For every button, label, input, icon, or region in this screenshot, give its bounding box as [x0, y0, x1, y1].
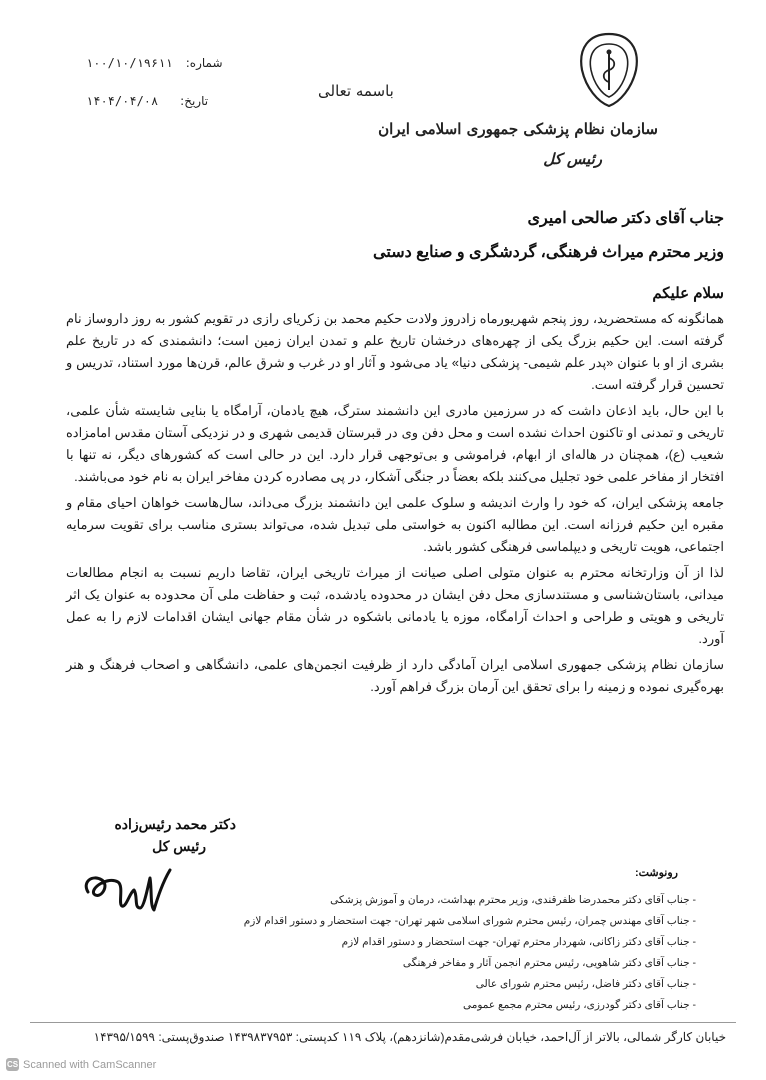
letter-date-label: تاریخ: — [180, 94, 209, 108]
cc-item: - جناب آقای دکتر فاضل، رئیس محترم شورای عالی — [475, 978, 696, 990]
letter-number-label: شماره: — [185, 56, 223, 70]
signatory-title: رئیس کل — [152, 838, 206, 854]
cc-item: - جناب آقای دکتر محمدرضا ظفرقندی، وزیر محترم بهداشت، درمان و آموزش پزشکی — [330, 894, 696, 906]
body-paragraph: لذا از آن وزارتخانه محترم به عنوان متولی اصلی صیانت از میراث تاریخی ایران، تقاضا داریم نسبت به انجام مطالعات میدانی، باستان‌شناسی و مستندسازی محل دفن ایشان در محدوده یادشده، ثبت و حفاظت ملی آن محدوده به عنوان یک اثر تاریخی و هویتی و طراحی و احداث آرامگاه، موزه یا یادمانی باشکوه در شأن مقام جهانی ایشان اقدامات لازم را به عمل آورد. — [66, 565, 724, 646]
footer-address: خیابان کارگر شمالی، بالاتر از آل‌احمد، خیابان فرشی‌مقدم(شانزدهم)، پلاک ۱۱۹ کدپستی: ۱۴۳۹۸۳۷۹۵۳ صندوق‌پستی: ۱۴۳۹۵/۱۵۹۹ — [93, 1030, 726, 1044]
body-paragraph: با این حال، باید اذعان داشت که در سرزمین مادری این دانشمند سترگ، هیچ یادمان، آرامگاه یا بنایی شایسته شأن علمی، تاریخی و تمدنی او تاکنون احداث نشده است و محل دفن وی در قبرستان قدیمی شهری و در نزدیکی آستان مقدس امامزاده شعیب (ع)، همچنان در هاله‌ای از ابهام، فراموشی و بی‌توجهی قرار دارد. این در حالی است که کشورهای دیگر، نه تنها با افتخار از مفاخر علمی خود تجلیل می‌کنند بلکه بعضاً در جنگی آشکار، در پی مصادره کردن مفاخر ایران به نام خود می‌باشند. — [66, 403, 724, 484]
watermark-text: Scanned with CamScanner — [23, 1058, 157, 1071]
letter-date-value: ۱۴۰۴/۰۴/۰۸ — [86, 94, 159, 108]
body-paragraph: سازمان نظام پزشکی جمهوری اسلامی ایران آمادگی دارد از ظرفیت انجمن‌های علمی، دانشگاهی و اصحاب فرهنگ و هنر بهره‌گیری نموده و زمینه را برای تحقق این آرمان بزرگ فراهم آورد. — [66, 657, 724, 694]
recipient-title: وزیر محترم میراث فرهنگی، گردشگری و صنایع دستی — [373, 244, 724, 261]
organization-name: سازمان نظام پزشکی جمهوری اسلامی ایران — [378, 120, 658, 138]
cc-title: رونوشت: — [634, 867, 678, 879]
cc-list — [244, 890, 696, 1016]
body-paragraph: جامعه پزشکی ایران، که خود را وارث اندیشه و سلوک علمی این دانشمند بزرگ می‌داند، سال‌هاست خواهان احیای مقام و مقبره این حکیم فرزانه است. این مطالبه اکنون به خواستی ملی تبدیل شده، می‌تواند بستری مناسب برای تقویت سرمایه اجتماعی، هویت تاریخی و دیپلماسی فرهنگی کشور باشد. — [66, 495, 724, 554]
cc-item: - جناب آقای دکتر گودرزی، رئیس محترم مجمع عمومی — [462, 999, 696, 1011]
footer-divider — [30, 1022, 736, 1023]
handwritten-signature — [78, 856, 188, 922]
letter-number — [80, 56, 223, 70]
signatory-name: دکتر محمد رئیس‌زاده — [114, 816, 236, 832]
cc-item: - جناب آقای دکتر زاکانی، شهردار محترم تهران- جهت استحضار و دستور اقدام لازم — [341, 936, 696, 948]
camscanner-icon: CS — [6, 1060, 19, 1069]
recipient-name: جناب آقای دکتر صالحی امیری — [527, 210, 724, 227]
scanner-watermark — [6, 1058, 156, 1071]
body-paragraph: همانگونه که مستحضرید، روز پنجم شهریورماه زادروز ولادت حکیم محمد بن زکریای رازی در تقویم کشور به روز داروساز نام گرفته است. این حکیم بزرگ یکی از چهره‌های درخشان تاریخ علم و تمدن ایران زمین است؛ دانشمندی که در تاریخ علم بشری از او با عنوان «پدر علم شیمی- پزشکی دنیا» یاد می‌شود و آثار او در غرب و شرق عالم، قرن‌ها مورد استناد، تدریس و تحسین قرار گرفته است. — [66, 311, 724, 392]
letter-body — [66, 308, 724, 702]
letter-date — [80, 94, 208, 108]
medical-council-emblem — [574, 30, 644, 110]
office-title: رئیس کل — [543, 150, 602, 168]
cc-item: - جناب آقای مهندس چمران، رئیس محترم شورای اسلامی شهر تهران- جهت استحضار و دستور اقدام لازم — [243, 915, 696, 927]
cc-item: - جناب آقای دکتر شاهویی، رئیس محترم انجمن آثار و مفاخر فرهنگی — [402, 957, 696, 969]
greeting: سلام علیکم — [652, 285, 724, 302]
basmala: باسمه تعالی — [318, 82, 394, 100]
letter-number-value: ۱۰۰/۱۰/۱۹۶۱۱ — [86, 56, 173, 70]
